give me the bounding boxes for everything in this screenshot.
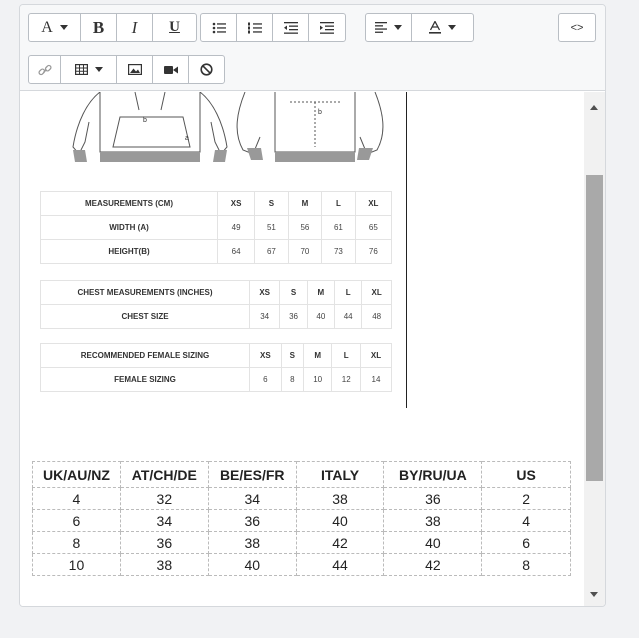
indent-icon xyxy=(320,22,334,34)
font-style-label: A xyxy=(41,18,53,36)
cell: 40 xyxy=(296,510,384,532)
indent-button[interactable] xyxy=(309,14,345,41)
cell: 56 xyxy=(288,216,321,240)
cell: 48 xyxy=(362,305,392,329)
column-header: ITALY xyxy=(296,462,384,488)
cell: 36 xyxy=(208,510,296,532)
cell: 6 xyxy=(482,532,571,554)
align-color-group xyxy=(365,13,474,42)
chevron-down-icon xyxy=(95,67,103,72)
divider-line xyxy=(406,92,407,408)
column-header: UK/AU/NZ xyxy=(33,462,121,488)
cell: 76 xyxy=(355,240,391,264)
align-left-icon xyxy=(375,22,387,33)
size-header: M xyxy=(307,281,334,305)
rich-text-editor xyxy=(19,4,606,607)
table-row xyxy=(33,532,571,554)
align-dropdown[interactable] xyxy=(366,14,412,41)
size-header: S xyxy=(255,192,288,216)
bulleted-list-button[interactable] xyxy=(201,14,237,41)
hoodie-diagram xyxy=(65,92,385,174)
video-button[interactable] xyxy=(153,56,189,83)
image-button[interactable] xyxy=(117,56,153,83)
cell: 67 xyxy=(255,240,288,264)
row-label: FEMALE SIZING xyxy=(41,368,250,392)
cell: 64 xyxy=(218,240,255,264)
scrollbar-thumb[interactable] xyxy=(586,175,603,481)
cell: 49 xyxy=(218,216,255,240)
size-header: M xyxy=(303,344,332,368)
outdent-button[interactable] xyxy=(273,14,309,41)
size-header: XL xyxy=(355,192,391,216)
cell: 34 xyxy=(208,488,296,510)
chevron-down-icon xyxy=(448,25,456,30)
list-indent-group xyxy=(200,13,346,42)
row-label: CHEST SIZE xyxy=(41,305,250,329)
column-header: AT/CH/DE xyxy=(120,462,208,488)
diagram-label-b1: b xyxy=(143,117,147,124)
cell: 61 xyxy=(322,216,355,240)
diagram-label-b2: b xyxy=(318,109,322,116)
italic-button[interactable]: I xyxy=(117,14,153,41)
chevron-down-icon xyxy=(60,25,68,30)
size-header: XL xyxy=(362,281,392,305)
text-color-dropdown[interactable] xyxy=(412,14,473,41)
measurements-table xyxy=(40,191,392,264)
cell: 10 xyxy=(33,554,121,576)
cell: 32 xyxy=(120,488,208,510)
cell: 4 xyxy=(482,510,571,532)
diagram-label-a: a xyxy=(185,135,189,142)
table-header-cell: MEASUREMENTS (CM) xyxy=(41,192,218,216)
editor-content[interactable] xyxy=(20,92,584,607)
table-header-cell: CHEST MEASUREMENTS (INCHES) xyxy=(41,281,250,305)
html-group xyxy=(558,13,596,42)
size-conversion-table xyxy=(32,461,571,576)
cell: 44 xyxy=(335,305,362,329)
insert-group xyxy=(28,55,225,84)
font-style-dropdown[interactable] xyxy=(29,14,81,41)
cell: 70 xyxy=(288,240,321,264)
scroll-up-arrow-icon[interactable] xyxy=(590,105,598,110)
cell: 42 xyxy=(296,532,384,554)
size-header: S xyxy=(280,281,307,305)
image-icon xyxy=(128,64,142,75)
column-header: BY/RU/UA xyxy=(384,462,482,488)
table-header-row xyxy=(33,462,571,488)
cell: 14 xyxy=(361,368,392,392)
numbered-list-button[interactable] xyxy=(237,14,273,41)
chest-table xyxy=(40,280,392,329)
link-icon xyxy=(38,64,52,76)
size-header: S xyxy=(281,344,303,368)
cell: 42 xyxy=(384,554,482,576)
size-header: M xyxy=(288,192,321,216)
outdent-icon xyxy=(284,22,298,34)
cell: 38 xyxy=(208,532,296,554)
table-row xyxy=(41,368,392,392)
cell: 6 xyxy=(250,368,282,392)
cell: 40 xyxy=(384,532,482,554)
cell: 65 xyxy=(355,216,391,240)
bulleted-list-icon xyxy=(212,22,226,34)
column-header: US xyxy=(482,462,571,488)
cell: 36 xyxy=(120,532,208,554)
size-header: L xyxy=(335,281,362,305)
table-row xyxy=(33,510,571,532)
size-header: L xyxy=(332,344,361,368)
cell: 44 xyxy=(296,554,384,576)
row-label: HEIGHT(B) xyxy=(41,240,218,264)
size-header: XS xyxy=(250,281,280,305)
cell: 6 xyxy=(33,510,121,532)
link-button[interactable] xyxy=(29,56,61,83)
bold-button[interactable]: B xyxy=(81,14,117,41)
table-row xyxy=(33,488,571,510)
size-header: XS xyxy=(218,192,255,216)
scroll-down-arrow-icon[interactable] xyxy=(590,592,598,597)
cell: 12 xyxy=(332,368,361,392)
cell: 38 xyxy=(296,488,384,510)
table-row xyxy=(41,216,392,240)
size-header: XS xyxy=(250,344,282,368)
cell: 34 xyxy=(120,510,208,532)
female-sizing-table xyxy=(40,343,392,392)
cell: 2 xyxy=(482,488,571,510)
numbered-list-icon xyxy=(248,22,262,34)
cell: 8 xyxy=(33,532,121,554)
column-header: BE/ES/FR xyxy=(208,462,296,488)
cell: 38 xyxy=(384,510,482,532)
cell: 40 xyxy=(307,305,334,329)
table-header-cell: RECOMMENDED FEMALE SIZING xyxy=(41,344,250,368)
cell: 40 xyxy=(208,554,296,576)
chevron-down-icon xyxy=(394,25,402,30)
cell: 51 xyxy=(255,216,288,240)
cell: 10 xyxy=(303,368,332,392)
cell: 8 xyxy=(482,554,571,576)
cell: 8 xyxy=(281,368,303,392)
table-icon xyxy=(75,64,88,75)
table-row xyxy=(33,554,571,576)
cell: 73 xyxy=(322,240,355,264)
editor-toolbar xyxy=(20,5,605,91)
size-header: L xyxy=(322,192,355,216)
text-format-group xyxy=(28,13,197,42)
html-source-button[interactable]: <> xyxy=(570,21,584,34)
table-dropdown[interactable] xyxy=(61,56,117,83)
video-camera-icon xyxy=(164,65,178,75)
cell: 36 xyxy=(280,305,307,329)
text-color-icon xyxy=(429,21,441,34)
clear-formatting-icon xyxy=(200,63,213,76)
vertical-scrollbar[interactable] xyxy=(584,92,605,607)
size-header: XL xyxy=(361,344,392,368)
cell: 38 xyxy=(120,554,208,576)
cell: 36 xyxy=(384,488,482,510)
clear-formatting-button[interactable] xyxy=(189,56,224,83)
table-row xyxy=(41,305,392,329)
cell: 4 xyxy=(33,488,121,510)
underline-button[interactable]: U xyxy=(169,19,180,35)
row-label: WIDTH (A) xyxy=(41,216,218,240)
cell: 34 xyxy=(250,305,280,329)
table-row xyxy=(41,240,392,264)
